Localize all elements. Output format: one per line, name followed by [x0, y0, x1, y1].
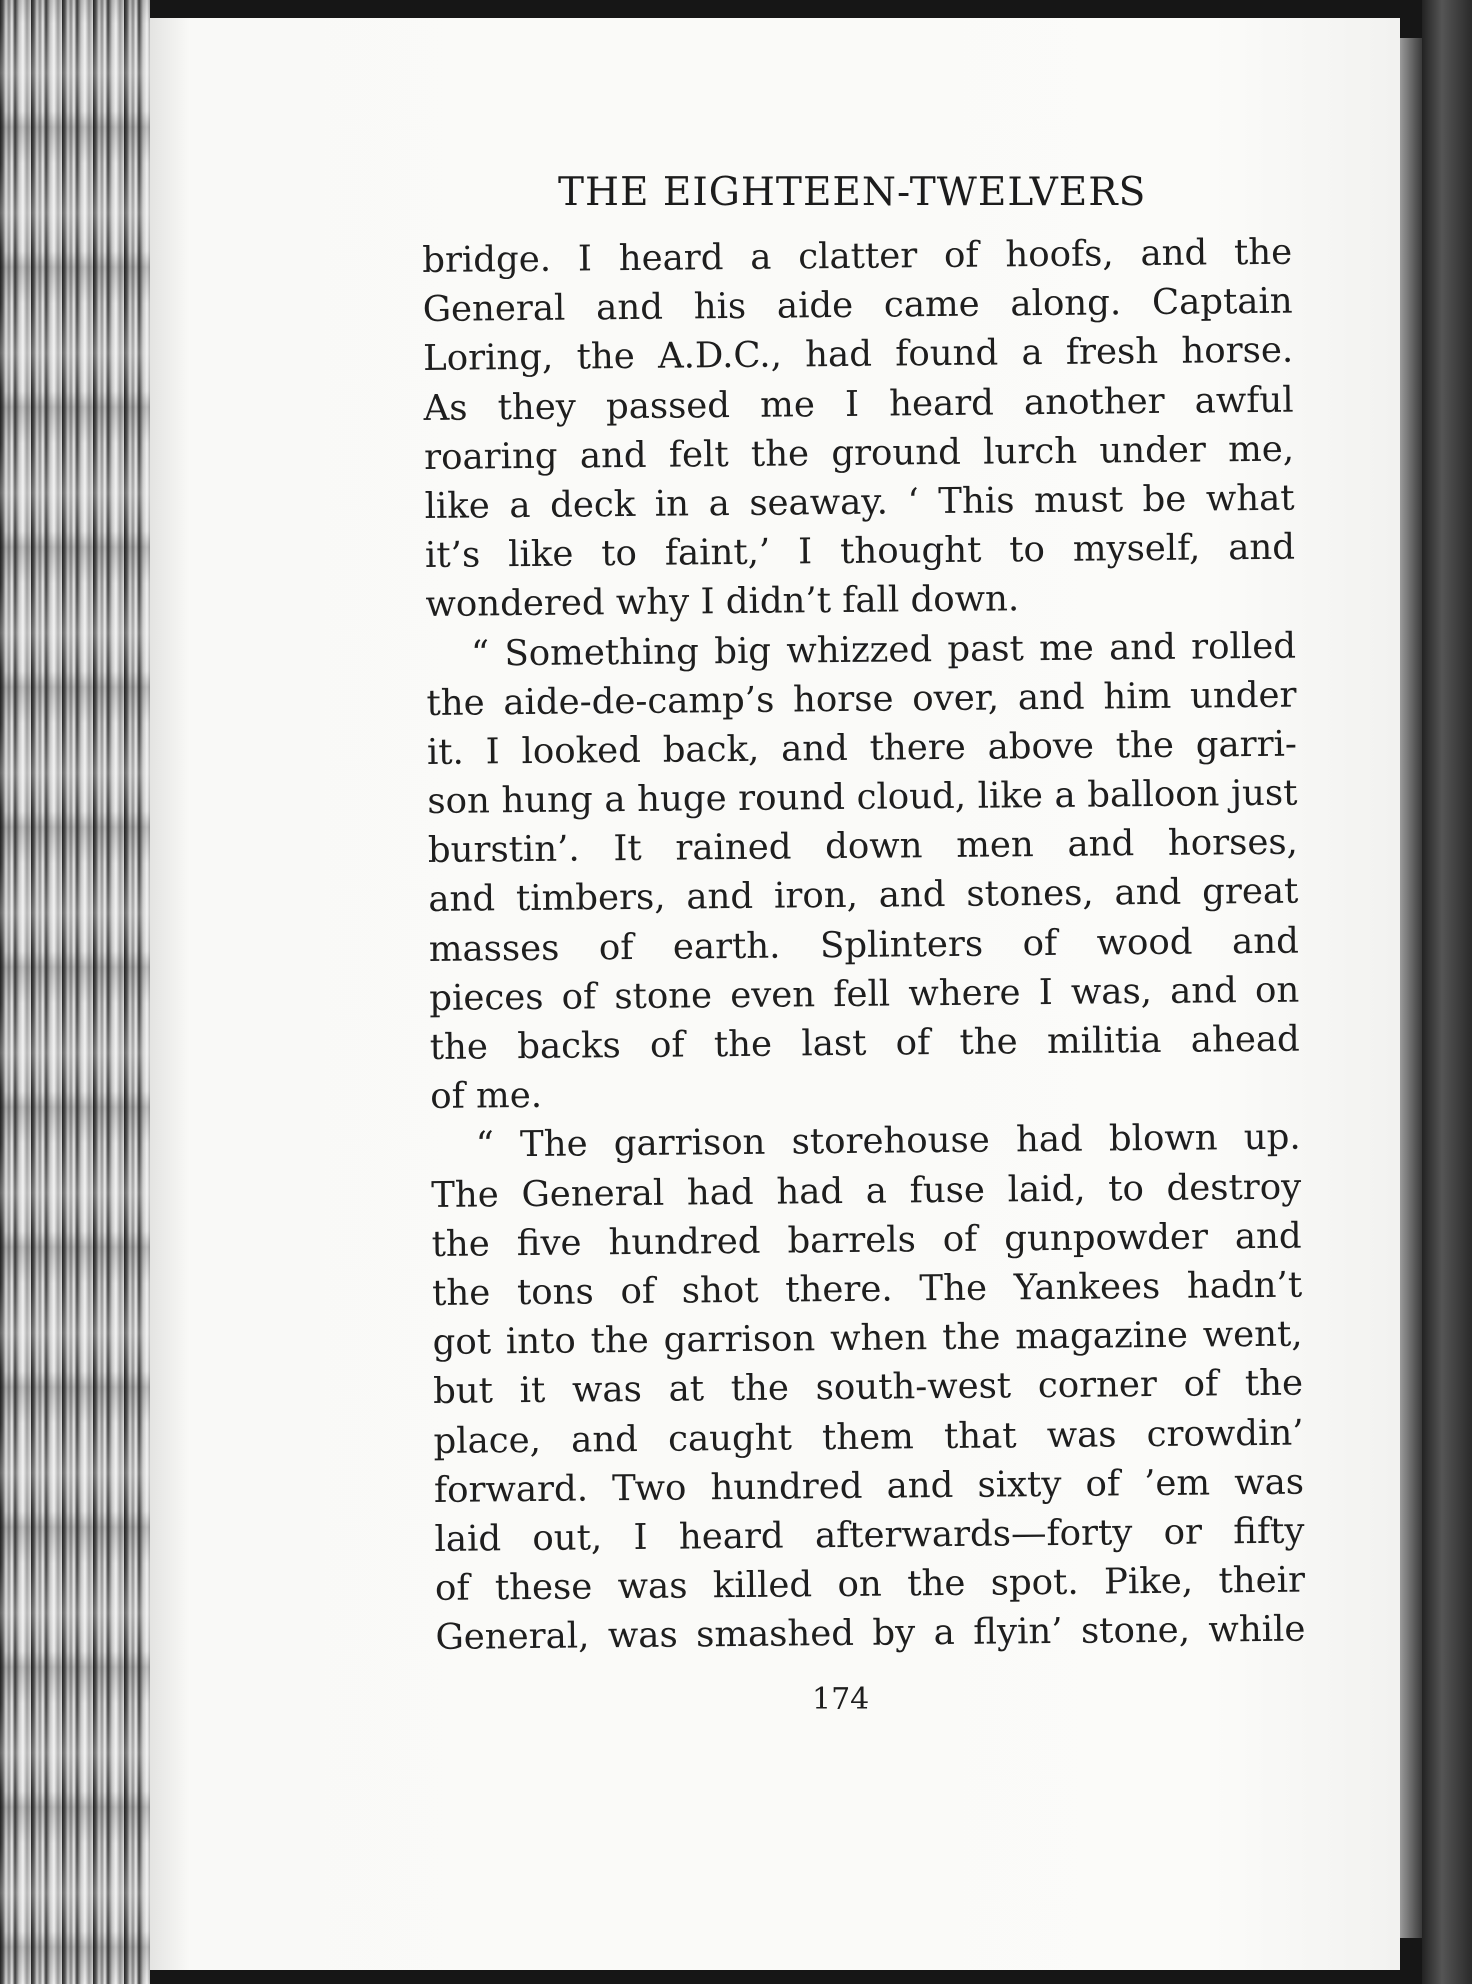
page-edges — [0, 0, 150, 1984]
text-line: General, was smashed by a flyin’ stone, while — [435, 1608, 1306, 1659]
text-line: like a deck in a seaway. ‘ This must be what — [424, 477, 1295, 527]
text-line: Loring, the A.D.C., had found a fresh horse. — [422, 330, 1294, 380]
gutter-shadow — [1400, 38, 1422, 1938]
text-line: The General had had a fuse laid, to destroy — [431, 1166, 1302, 1216]
text-line: burstin’. It rained down men and horses, — [427, 821, 1299, 872]
text-line: laid out, I heard afterwards—forty or fifty — [434, 1510, 1305, 1560]
text-line: of these was killed on the spot. Pike, their — [434, 1559, 1306, 1609]
text-line: the backs of the last of the militia ahead — [429, 1018, 1300, 1068]
text-line: place, and caught them that was crowdin’ — [433, 1412, 1304, 1462]
running-head: THE EIGHTEEN-TWELVERS — [558, 170, 1147, 215]
text-line: bridge. I heard a clatter of hoofs, and the — [422, 231, 1293, 281]
text-line: son hung a huge round cloud, like a balloon just — [427, 772, 1298, 823]
page-number: 174 — [812, 1682, 870, 1717]
text-line: the five hundred barrels of gunpowder and — [431, 1215, 1302, 1265]
text-line: “ Something big whizzed past me and rolled — [470, 625, 1297, 675]
text-line: and timbers, and iron, and stones, and great — [428, 871, 1299, 921]
text-line: pieces of stone even fell where I was, and on — [429, 969, 1300, 1019]
text-line: forward. Two hundred and sixty of ’em was — [433, 1461, 1305, 1511]
text-line: masses of earth. Splinters of wood and — [428, 920, 1300, 970]
text-line: General and his aide came along. Captain — [422, 280, 1293, 331]
facing-page-edge — [1422, 0, 1472, 1984]
text-line: but it was at the south-west corner of the — [432, 1362, 1304, 1413]
text-line: As they passed me I heard another awful — [423, 379, 1294, 429]
text-line: the tons of shot there. The Yankees hadn’t — [431, 1264, 1303, 1314]
body-text — [422, 228, 1306, 1663]
text-line: of me. — [430, 1075, 543, 1118]
text-line: wondered why I didn’t fall down. — [425, 578, 1020, 626]
text-line: “ The garrison storehouse had blown up. — [475, 1116, 1301, 1166]
text-line: it’s like to faint,’ I thought to myself, and — [424, 526, 1296, 577]
text-line: the aide-de-camp’s horse over, and him under — [426, 674, 1297, 724]
text-line: got into the garrison when the magazine went, — [432, 1313, 1303, 1364]
text-line: roaring and felt the ground lurch under me, — [423, 428, 1295, 478]
text-line: it. I looked back, and there above the garri- — [426, 723, 1298, 773]
